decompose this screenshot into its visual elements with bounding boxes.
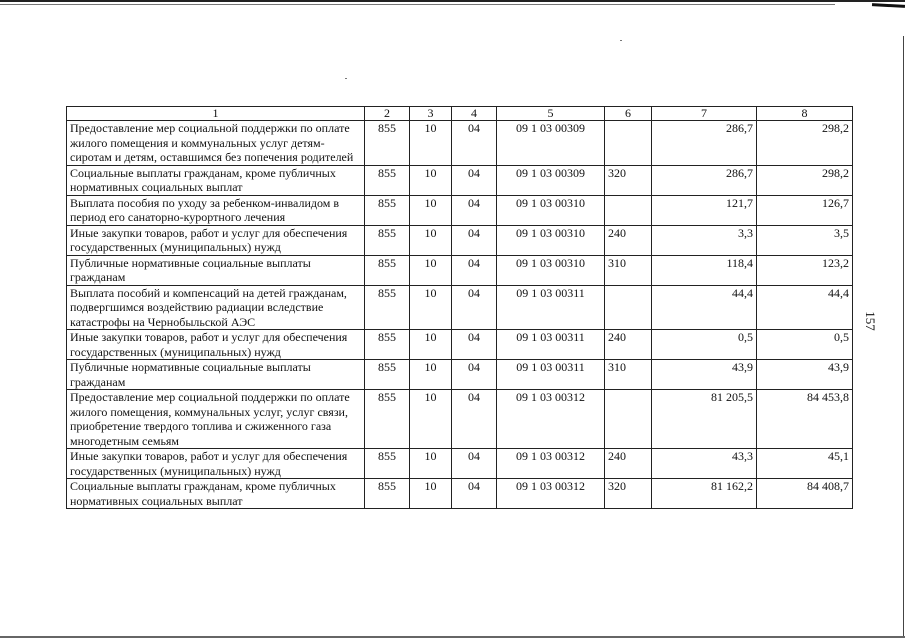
row-amount-year-1: 0,5 bbox=[652, 330, 757, 360]
row-section: 10 bbox=[410, 360, 452, 390]
row-expense-type: 240 bbox=[605, 330, 652, 360]
row-amount-year-1: 121,7 bbox=[652, 195, 757, 225]
row-section: 10 bbox=[410, 449, 452, 479]
row-amount-year-1: 118,4 bbox=[652, 255, 757, 285]
row-admin-code: 855 bbox=[365, 390, 410, 449]
row-expense-type: 310 bbox=[605, 255, 652, 285]
row-description: Иные закупки товаров, работ и услуг для обеспечения государственных (муниципальных) нужд bbox=[67, 449, 365, 479]
row-description: Предоставление мер социальной поддержки по оплате жилого помещения и коммунальных услуг детям-сиротам и детям, оставшимся без попечения родителей bbox=[67, 121, 365, 166]
table-row bbox=[67, 195, 853, 225]
row-amount-year-2: 84 453,8 bbox=[757, 390, 853, 449]
row-target-article: 09 1 03 00310 bbox=[497, 225, 605, 255]
row-admin-code: 855 bbox=[365, 195, 410, 225]
col-header: 8 bbox=[757, 107, 853, 121]
row-admin-code: 855 bbox=[365, 121, 410, 166]
row-description: Публичные нормативные социальные выплаты гражданам bbox=[67, 255, 365, 285]
row-description: Публичные нормативные социальные выплаты гражданам bbox=[67, 360, 365, 390]
scan-right-border bbox=[903, 36, 904, 636]
table-row bbox=[67, 165, 853, 195]
row-section: 10 bbox=[410, 330, 452, 360]
row-amount-year-1: 43,9 bbox=[652, 360, 757, 390]
row-description: Иные закупки товаров, работ и услуг для обеспечения государственных (муниципальных) нужд bbox=[67, 330, 365, 360]
row-section: 10 bbox=[410, 225, 452, 255]
row-amount-year-2: 126,7 bbox=[757, 195, 853, 225]
row-subsection: 04 bbox=[452, 360, 497, 390]
row-subsection: 04 bbox=[452, 165, 497, 195]
row-target-article: 09 1 03 00312 bbox=[497, 390, 605, 449]
row-target-article: 09 1 03 00312 bbox=[497, 449, 605, 479]
row-section: 10 bbox=[410, 390, 452, 449]
row-target-article: 09 1 03 00311 bbox=[497, 285, 605, 330]
row-amount-year-1: 286,7 bbox=[652, 165, 757, 195]
budget-table bbox=[66, 106, 853, 509]
row-amount-year-2: 0,5 bbox=[757, 330, 853, 360]
row-amount-year-2: 123,2 bbox=[757, 255, 853, 285]
col-header: 4 bbox=[452, 107, 497, 121]
header-row bbox=[67, 107, 853, 121]
table-row bbox=[67, 285, 853, 330]
col-header: 2 bbox=[365, 107, 410, 121]
table-row bbox=[67, 225, 853, 255]
row-amount-year-2: 298,2 bbox=[757, 121, 853, 166]
table-row bbox=[67, 449, 853, 479]
row-expense-type bbox=[605, 195, 652, 225]
row-section: 10 bbox=[410, 255, 452, 285]
row-expense-type: 240 bbox=[605, 225, 652, 255]
row-subsection: 04 bbox=[452, 225, 497, 255]
row-subsection: 04 bbox=[452, 330, 497, 360]
row-subsection: 04 bbox=[452, 195, 497, 225]
row-amount-year-1: 3,3 bbox=[652, 225, 757, 255]
row-amount-year-2: 43,9 bbox=[757, 360, 853, 390]
row-subsection: 04 bbox=[452, 390, 497, 449]
row-description: Социальные выплаты гражданам, кроме публичных нормативных социальных выплат bbox=[67, 479, 365, 509]
row-description: Выплата пособия по уходу за ребенком-инвалидом в период его санаторно-курортного лечения bbox=[67, 195, 365, 225]
row-description: Иные закупки товаров, работ и услуг для обеспечения государственных (муниципальных) нужд bbox=[67, 225, 365, 255]
row-admin-code: 855 bbox=[365, 255, 410, 285]
row-subsection: 04 bbox=[452, 479, 497, 509]
row-expense-type: 320 bbox=[605, 165, 652, 195]
table-row bbox=[67, 390, 853, 449]
col-header: 5 bbox=[497, 107, 605, 121]
table-row bbox=[67, 121, 853, 166]
table-row bbox=[67, 255, 853, 285]
row-admin-code: 855 bbox=[365, 165, 410, 195]
row-section: 10 bbox=[410, 479, 452, 509]
col-header: 7 bbox=[652, 107, 757, 121]
row-section: 10 bbox=[410, 285, 452, 330]
row-subsection: 04 bbox=[452, 449, 497, 479]
row-admin-code: 855 bbox=[365, 285, 410, 330]
scan-speck bbox=[620, 40, 622, 41]
col-header: 6 bbox=[605, 107, 652, 121]
row-amount-year-2: 84 408,7 bbox=[757, 479, 853, 509]
table-row bbox=[67, 330, 853, 360]
row-target-article: 09 1 03 00309 bbox=[497, 121, 605, 166]
row-expense-type bbox=[605, 121, 652, 166]
row-target-article: 09 1 03 00310 bbox=[497, 255, 605, 285]
scan-corner-mark bbox=[872, 3, 905, 8]
row-expense-type: 240 bbox=[605, 449, 652, 479]
row-amount-year-2: 44,4 bbox=[757, 285, 853, 330]
scan-speck bbox=[345, 78, 347, 79]
row-amount-year-1: 286,7 bbox=[652, 121, 757, 166]
row-amount-year-1: 81 205,5 bbox=[652, 390, 757, 449]
col-header: 3 bbox=[410, 107, 452, 121]
row-section: 10 bbox=[410, 195, 452, 225]
row-target-article: 09 1 03 00310 bbox=[497, 195, 605, 225]
col-header: 1 bbox=[67, 107, 365, 121]
row-description: Выплата пособий и компенсаций на детей гражданам, подвергшимся воздействию радиации вследствие катастрофы на Чернобыльской АЭС bbox=[67, 285, 365, 330]
row-amount-year-2: 3,5 bbox=[757, 225, 853, 255]
row-admin-code: 855 bbox=[365, 330, 410, 360]
row-amount-year-1: 44,4 bbox=[652, 285, 757, 330]
row-target-article: 09 1 03 00309 bbox=[497, 165, 605, 195]
row-target-article: 09 1 03 00311 bbox=[497, 360, 605, 390]
table-row bbox=[67, 479, 853, 509]
table-row bbox=[67, 360, 853, 390]
row-description: Предоставление мер социальной поддержки по оплате жилого помещения, коммунальных услуг, услуг связи, приобретение твердого топлива и сжиженного газа многодетным семьям bbox=[67, 390, 365, 449]
row-amount-year-1: 43,3 bbox=[652, 449, 757, 479]
page-number: 157 bbox=[863, 311, 878, 331]
scan-bottom-border bbox=[0, 636, 905, 638]
scan-top-border bbox=[0, 0, 905, 2]
row-admin-code: 855 bbox=[365, 225, 410, 255]
row-expense-type: 310 bbox=[605, 360, 652, 390]
row-description: Социальные выплаты гражданам, кроме публичных нормативных социальных выплат bbox=[67, 165, 365, 195]
scan-top-border-thin bbox=[0, 4, 835, 5]
row-section: 10 bbox=[410, 165, 452, 195]
row-expense-type: 320 bbox=[605, 479, 652, 509]
row-subsection: 04 bbox=[452, 285, 497, 330]
row-section: 10 bbox=[410, 121, 452, 166]
row-target-article: 09 1 03 00312 bbox=[497, 479, 605, 509]
row-admin-code: 855 bbox=[365, 479, 410, 509]
row-admin-code: 855 bbox=[365, 360, 410, 390]
row-expense-type bbox=[605, 390, 652, 449]
row-subsection: 04 bbox=[452, 255, 497, 285]
row-amount-year-1: 81 162,2 bbox=[652, 479, 757, 509]
row-target-article: 09 1 03 00311 bbox=[497, 330, 605, 360]
row-amount-year-2: 45,1 bbox=[757, 449, 853, 479]
row-admin-code: 855 bbox=[365, 449, 410, 479]
row-subsection: 04 bbox=[452, 121, 497, 166]
row-amount-year-2: 298,2 bbox=[757, 165, 853, 195]
row-expense-type bbox=[605, 285, 652, 330]
